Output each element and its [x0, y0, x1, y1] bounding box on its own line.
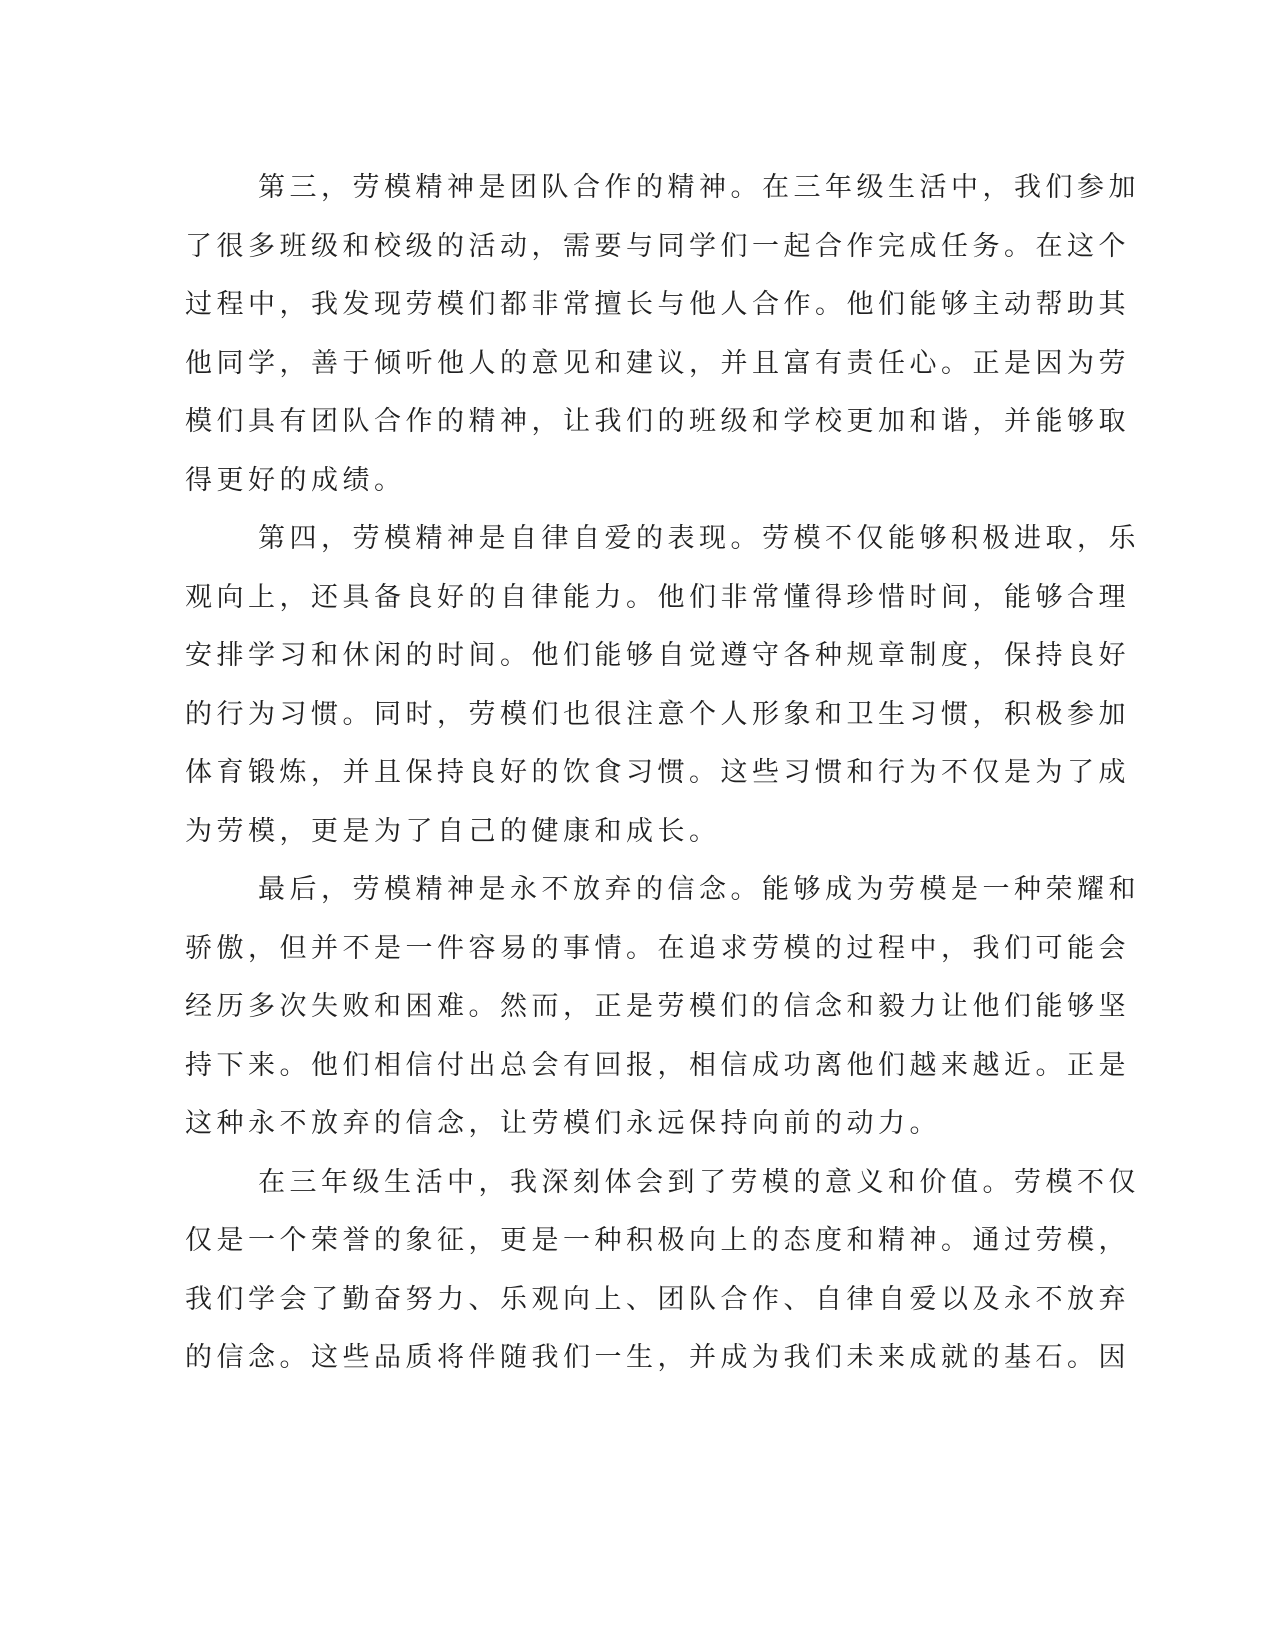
text-line: 骄傲，但并不是一件容易的事情。在追求劳模的过程中，我们可能会	[185, 932, 1130, 964]
text-line: 得更好的成绩。	[185, 464, 406, 496]
paragraph-perseverance	[185, 861, 1140, 1154]
text-line: 在三年级生活中，我深刻体会到了劳模的意义和价值。劳模不仅	[258, 1166, 1140, 1198]
paragraph-self-discipline	[185, 510, 1140, 861]
document-body	[185, 159, 1140, 1388]
text-line: 体育锻炼，并且保持良好的饮食习惯。这些习惯和行为不仅是为了成	[185, 757, 1130, 788]
text-line: 的行为习惯。同时，劳模们也很注意个人形象和卫生习惯，积极参加	[185, 698, 1130, 730]
text-line: 我们学会了勤奋努力、乐观向上、团队合作、自律自爱以及永不放弃	[185, 1283, 1130, 1315]
text-line: 安排学习和休闲的时间。他们能够自觉遵守各种规章制度，保持良好	[185, 640, 1130, 671]
paragraph-teamwork	[185, 159, 1140, 510]
text-line: 这种永不放弃的信念，让劳模们永远保持向前的动力。	[185, 1108, 941, 1139]
text-line: 第四，劳模精神是自律自爱的表现。劳模不仅能够积极进取，乐	[258, 523, 1140, 554]
text-line: 观向上，还具备良好的自律能力。他们非常懂得珍惜时间，能够合理	[185, 581, 1130, 613]
text-line: 经历多次失败和困难。然而，正是劳模们的信念和毅力让他们能够坚	[185, 991, 1130, 1022]
text-line: 最后，劳模精神是永不放弃的信念。能够成为劳模是一种荣耀和	[258, 874, 1140, 905]
text-line: 持下来。他们相信付出总会有回报，相信成功离他们越来越近。正是	[185, 1049, 1130, 1081]
text-line: 为劳模，更是为了自己的健康和成长。	[185, 815, 721, 847]
text-line: 第三，劳模精神是团队合作的精神。在三年级生活中，我们参加	[258, 172, 1140, 203]
text-line: 模们具有团队合作的精神，让我们的班级和学校更加和谐，并能够取	[185, 406, 1130, 437]
text-line: 仅是一个荣誉的象征，更是一种积极向上的态度和精神。通过劳模，	[185, 1225, 1130, 1256]
text-line: 的信念。这些品质将伴随我们一生，并成为我们未来成就的基石。因	[185, 1342, 1130, 1373]
paragraph-conclusion	[185, 1154, 1140, 1388]
text-line: 过程中，我发现劳模们都非常擅长与他人合作。他们能够主动帮助其	[185, 289, 1130, 320]
text-line: 了很多班级和校级的活动，需要与同学们一起合作完成任务。在这个	[185, 230, 1130, 262]
text-line: 他同学，善于倾听他人的意见和建议，并且富有责任心。正是因为劳	[185, 347, 1130, 379]
